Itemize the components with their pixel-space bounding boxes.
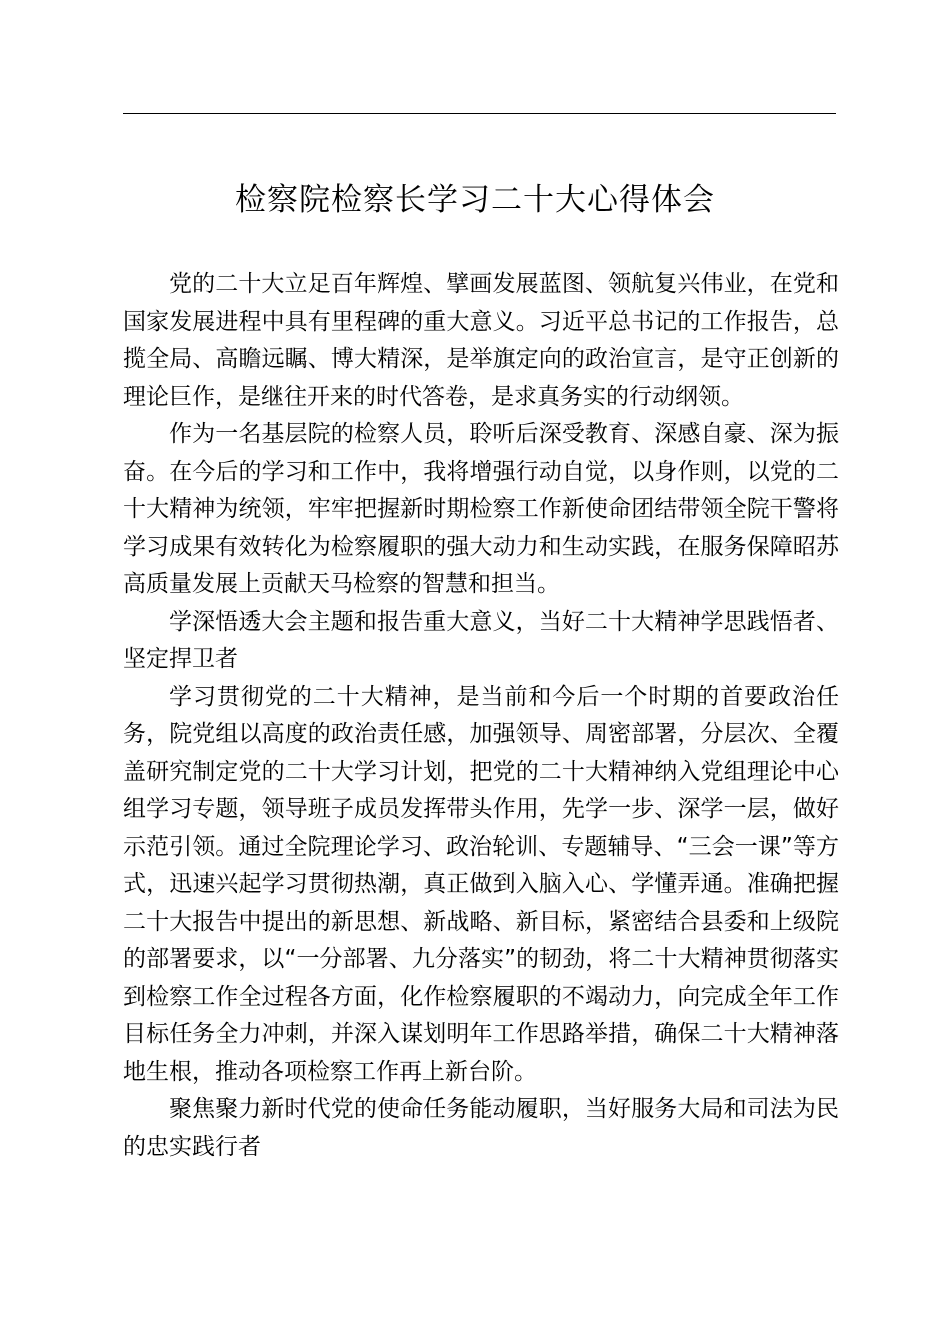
paragraph: 学习贯彻党的二十大精神，是当前和今后一个时期的首要政治任务，院党组以高度的政治责任感，加强领导、周密部署，分层次、全覆盖研究制定党的二十大学习计划，把党的二十大精神纳入党组理论中心组学习专题，领导班子成员发挥带头作用，先学一步、深学一层，做好示范引领。通过全院理论学习、政治轮训、专题辅导、“三会一课”等方式，迅速兴起学习贯彻热潮，真正做到入脑入心、学懂弄通。准确把握二十大报告中提出的新思想、新战略、新目标，紧密结合县委和上级院的部署要求，以“一分部署、九分落实”的韧劲，将二十大精神贯彻落实到检察工作全过程各方面，化作检察履职的不竭动力，向完成全年工作目标任务全力冲刺，并深入谋划明年工作思路举措，确保二十大精神落地生根，推动各项检察工作再上新台阶。 bbox=[123, 683, 839, 1085]
section-heading: 聚焦聚力新时代党的使命任务能动履职，当好服务大局和司法为民的忠实践行者 bbox=[123, 1096, 839, 1160]
paragraph: 作为一名基层院的检察人员，聆听后深受教育、深感自豪、深为振奋。在今后的学习和工作中，我将增强行动自觉，以身作则，以党的二十大精神为统领，牢牢把握新时期检察工作新使命团结带领全院干警将学习成果有效转化为检察履职的强大动力和生动实践，在服务保障昭苏高质量发展上贡献天马检察的智慧和担当。 bbox=[123, 421, 839, 597]
section-heading: 学深悟透大会主题和报告重大意义，当好二十大精神学思践悟者、坚定捍卫者 bbox=[123, 608, 839, 672]
document-title: 检察院检察长学习二十大心得体会 bbox=[235, 182, 715, 218]
header-rule bbox=[123, 113, 836, 114]
paragraph: 党的二十大立足百年辉煌、擘画发展蓝图、领航复兴伟业，在党和国家发展进程中具有里程碑的重大意义。习近平总书记的工作报告，总揽全局、高瞻远瞩、博大精深，是举旗定向的政治宣言，是守正创新的理论巨作，是继往开来的时代答卷，是求真务实的行动纲领。 bbox=[123, 271, 839, 410]
document-body bbox=[123, 266, 839, 1166]
